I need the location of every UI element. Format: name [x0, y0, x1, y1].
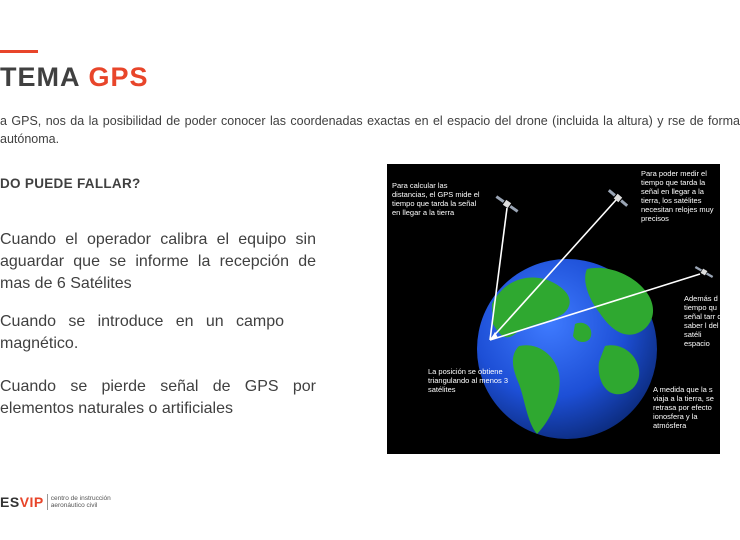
- logo-mark: [0, 494, 44, 510]
- caption-atmosphere-delay: A medida que la s viaja a la tierra, se retrasa por efecto ionosfera y la atmósfera: [653, 385, 714, 430]
- satellite-3-icon: [694, 265, 714, 279]
- logo-divider: [47, 494, 48, 510]
- logo-mark-part-1: ES: [0, 494, 20, 510]
- bullet-item-3: Cuando se pierde señal de GPS por elementos naturales o artificiales: [0, 378, 316, 417]
- bullet-item-1: Cuando el operador calibra el equipo sin aguardar que se informe la recepción de mas de 6 Satélites: [0, 231, 316, 292]
- caption-distance: Para calcular las distancias, el GPS mide el tiempo que tarda la señal en llegar a la tierra: [392, 181, 480, 217]
- intro-paragraph: a GPS, nos da la posibilidad de poder conocer las coordenadas exactas en el espacio del drone (incluida la altura) y rse de forma autónoma.: [0, 114, 740, 146]
- section-heading: DO PUEDE FALLAR?: [0, 176, 141, 191]
- caption-position-in-space: Además d tiempo qu señal tarr de saber l del satéli espacio: [684, 294, 726, 348]
- logo-tagline-line-1: centro de instrucción: [50, 495, 111, 502]
- satellite-2-icon: [607, 188, 629, 208]
- caption-triangulation: La posición se obtiene triangulando al menos 3 satélites: [428, 367, 509, 394]
- gps-diagram: [387, 164, 726, 454]
- logo-tagline: [51, 495, 111, 509]
- caption-clocks: Para poder medir el tiempo que tarda la señal en llegar a la tierra, los satélites necesitan relojes muy precisos: [641, 169, 714, 223]
- title-part-1: TEMA: [0, 62, 81, 92]
- slide-title: [0, 62, 149, 93]
- title-accent-bar: [0, 50, 38, 53]
- brand-logo: [0, 493, 111, 511]
- logo-tagline-line-2: aeronáutico civil: [50, 502, 98, 509]
- logo-mark-part-2: VIP: [19, 494, 44, 510]
- title-part-2: GPS: [88, 62, 149, 92]
- bullet-item-2: Cuando se introduce en un campo magnético.: [0, 313, 284, 352]
